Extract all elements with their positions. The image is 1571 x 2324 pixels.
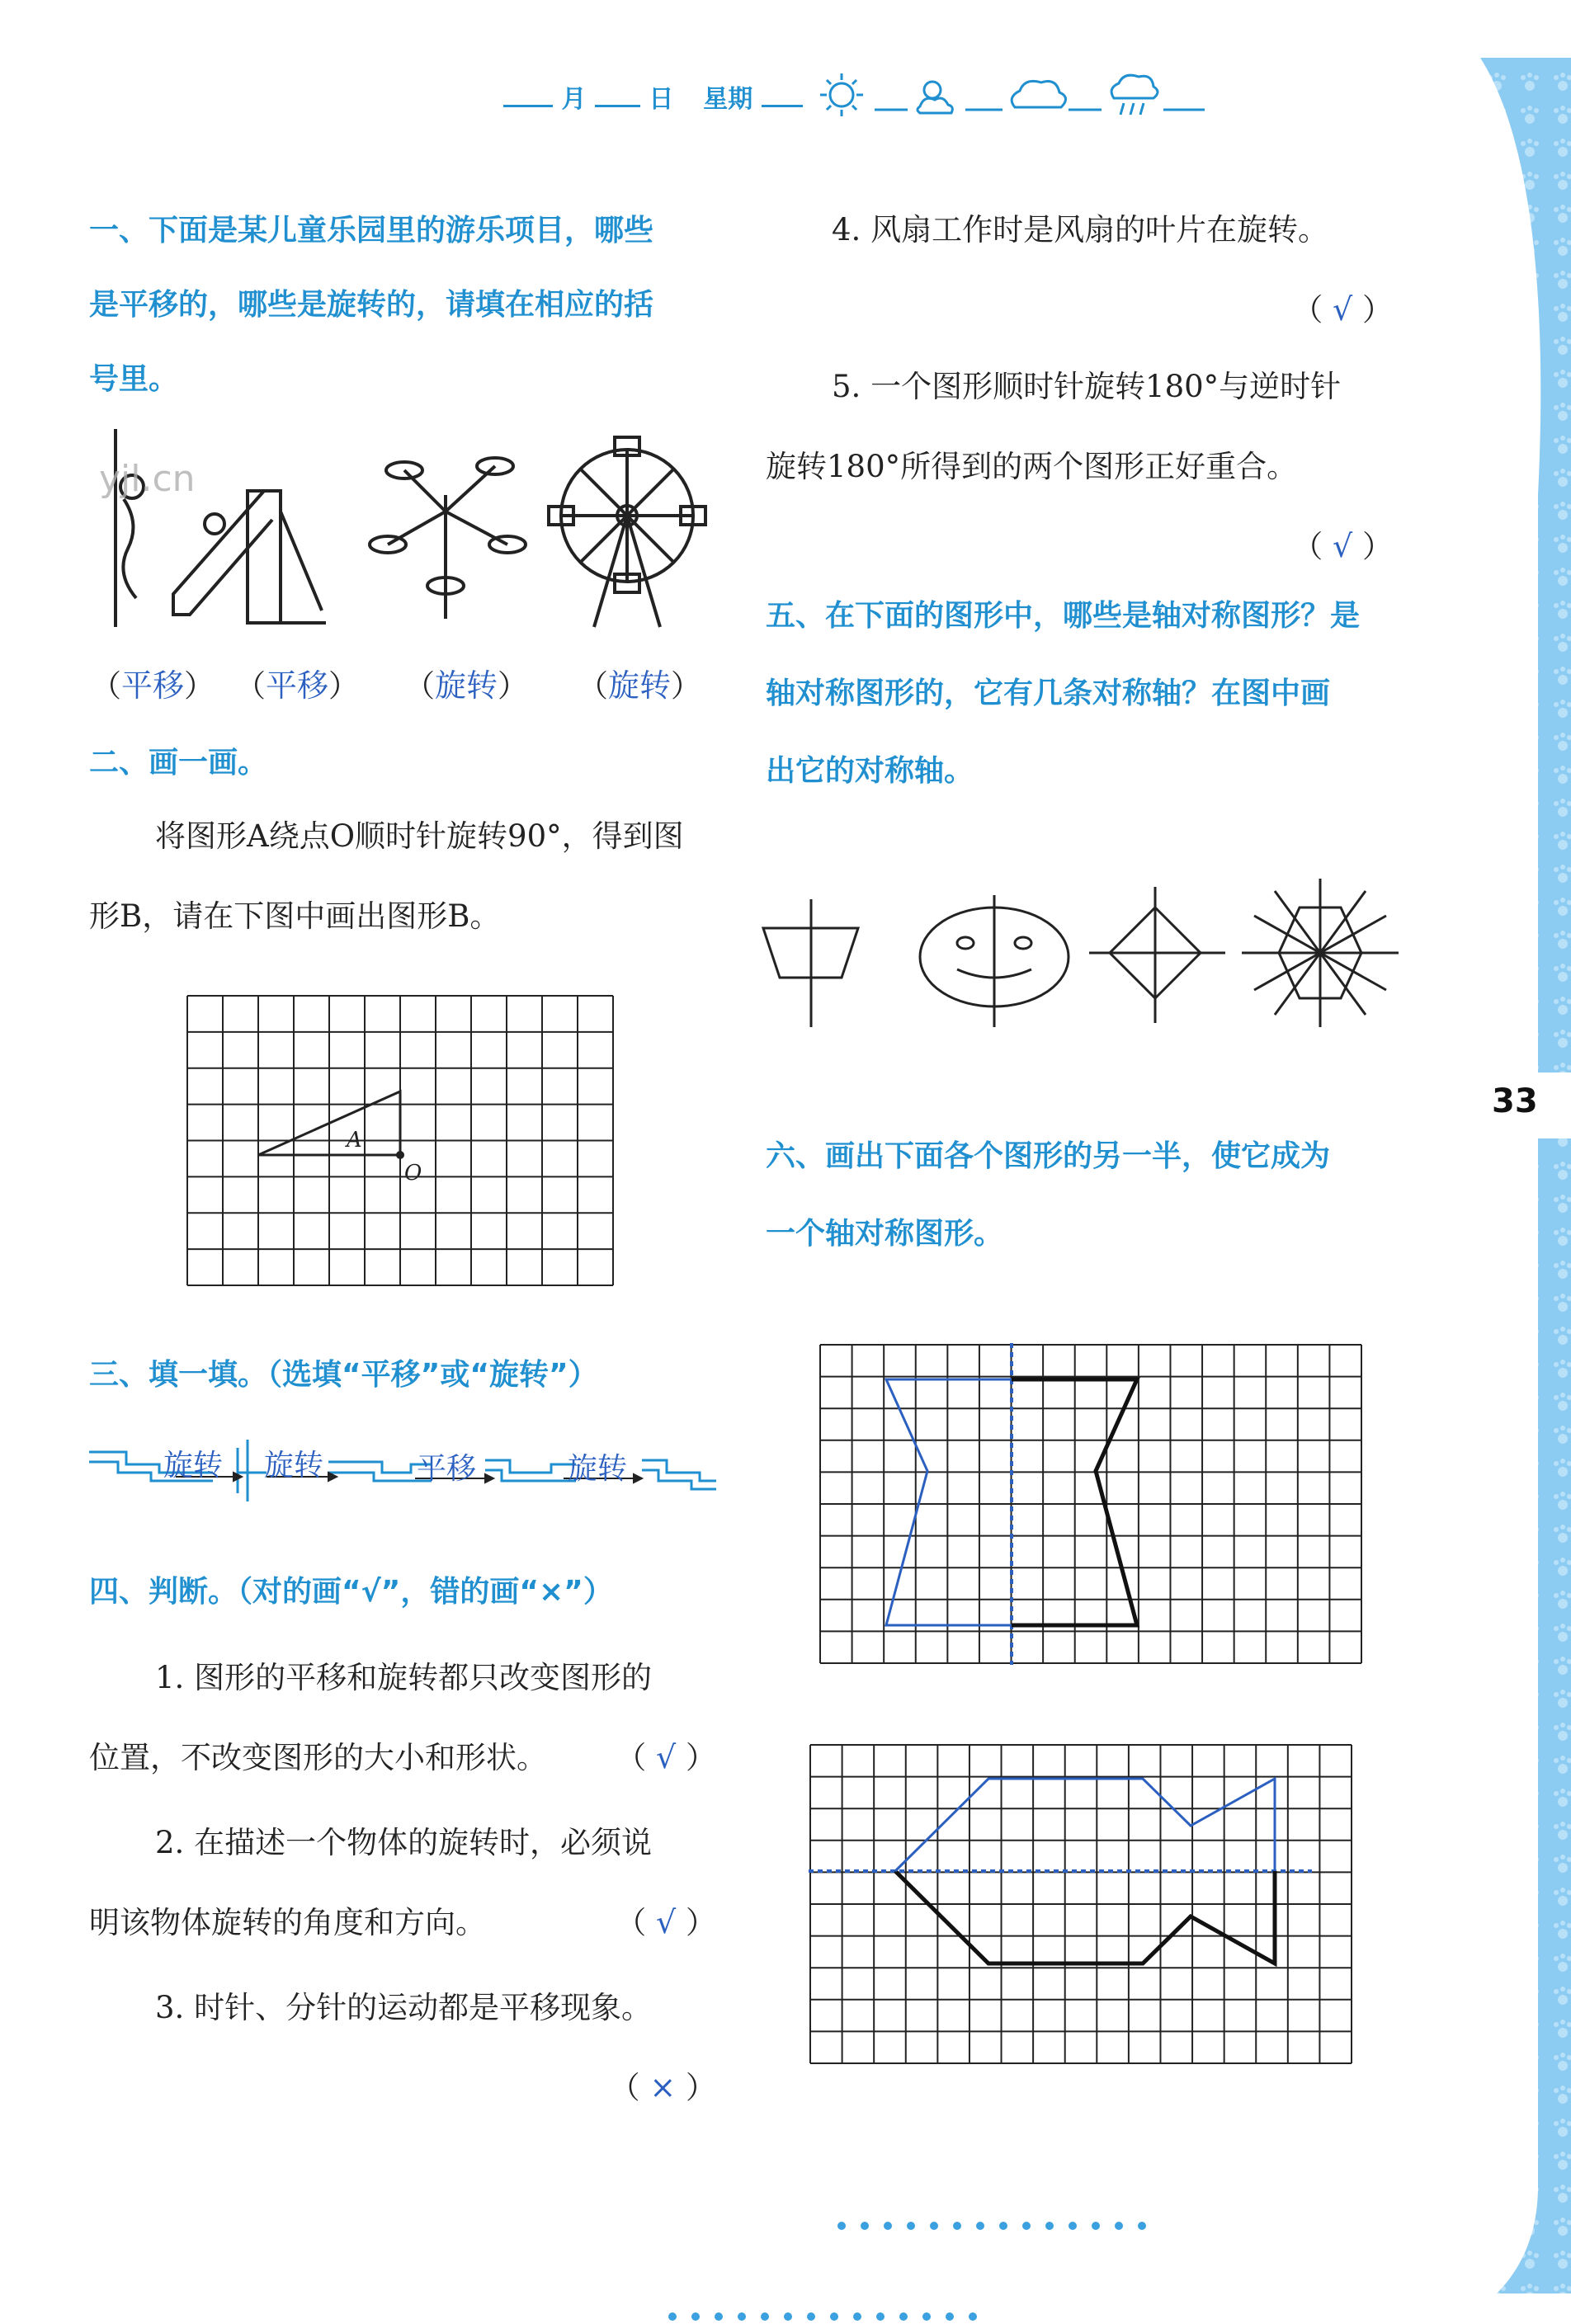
ride-answer-4: 旋转 bbox=[608, 667, 672, 704]
drawn-half-2 bbox=[895, 1779, 1275, 1871]
watermark: yjl.cn bbox=[99, 458, 196, 500]
smiley-face-shape bbox=[920, 895, 1069, 1027]
section1-answers: （平移） （平移） （旋转） （旋转） bbox=[91, 667, 702, 704]
judge-item-2-line2: 明该物体旋转的角度和方向。 bbox=[89, 1905, 486, 1940]
judge-item-2-line1: 2. 在描述一个物体的旋转时，必须说 bbox=[155, 1825, 653, 1860]
section1-title-line1: 一、下面是某儿童乐园里的游乐项目，哪些 bbox=[89, 214, 654, 247]
section5-title-line2: 轴对称图形的，它有几条对称轴？在图中画 bbox=[766, 676, 1331, 710]
section1-title bbox=[89, 194, 766, 417]
header-month: 月 bbox=[561, 85, 587, 114]
point-o bbox=[396, 1151, 404, 1159]
header bbox=[503, 78, 803, 115]
ride-answer-3: 旋转 bbox=[435, 667, 498, 704]
section1-title-line3: 号里。 bbox=[89, 362, 179, 396]
judge-item-1-line1: 1. 图形的平移和旋转都只改变图形的 bbox=[155, 1660, 653, 1695]
judge-item-2: 2. 在描述一个物体的旋转时，必须说 明该物体旋转的角度和方向。 （ √ ） bbox=[89, 1803, 716, 1963]
airplane-ride-icon bbox=[370, 458, 526, 619]
sun-icon bbox=[820, 73, 863, 116]
judge-item-5-line2: 旋转180°所得到的两个图形正好重合。 bbox=[766, 449, 1298, 484]
drawn-half-1 bbox=[886, 1379, 1012, 1625]
section2-text-line2: 形B，请在下图中画出图形B。 bbox=[89, 898, 501, 934]
cloudy-icon bbox=[1012, 81, 1065, 107]
label-o: O bbox=[404, 1161, 422, 1186]
section6-title bbox=[766, 1118, 1409, 1273]
ride-answer-2: 平移 bbox=[266, 667, 329, 704]
slide-icon bbox=[173, 491, 326, 623]
trapezoid-shape bbox=[763, 899, 858, 1027]
judge-answer-1: √ bbox=[656, 1739, 677, 1775]
section2-title: 二、画一画。 bbox=[89, 746, 268, 780]
section3-title: 三、填一填。（选填“平移”或“旋转”） bbox=[89, 1358, 598, 1392]
section5-title-line3: 出它的对称轴。 bbox=[766, 754, 974, 788]
section5-title bbox=[766, 577, 1409, 810]
judge-item-5-line1: 5. 一个图形顺时针旋转180°与逆时针 bbox=[832, 369, 1342, 404]
section6-title-line2: 一个轴对称图形。 bbox=[766, 1217, 1004, 1251]
strip-answer-4: 旋转 bbox=[568, 1452, 628, 1486]
fish-grid bbox=[809, 1743, 1353, 2065]
rain-icon bbox=[1111, 75, 1158, 115]
footer-dots-bottom bbox=[668, 2308, 992, 2324]
page-number: 33 bbox=[1492, 1082, 1538, 1120]
strip-answer-1: 旋转 bbox=[163, 1449, 224, 1483]
label-a: A bbox=[347, 1128, 362, 1153]
judge-answer-3: × bbox=[649, 2069, 677, 2105]
section2-text-line1: 将图形A绕点O顺时针旋转90°，得到图 bbox=[155, 818, 684, 854]
judge-answer-2: √ bbox=[656, 1904, 677, 1940]
rides-illustration bbox=[91, 421, 718, 635]
section4-title: 四、判断。（对的画“√”，错的画“×”） bbox=[89, 1575, 613, 1609]
section2-text bbox=[89, 796, 741, 956]
judge-item-1-line2: 位置，不改变图形的大小和形状。 bbox=[89, 1740, 547, 1775]
weather-icons bbox=[817, 70, 1246, 120]
header-weekday: 星期 bbox=[703, 85, 753, 114]
section5-title-line1: 五、在下面的图形中，哪些是轴对称图形？是 bbox=[766, 599, 1361, 633]
section6-title-line1: 六、画出下面各个图形的另一半，使它成为 bbox=[766, 1139, 1331, 1173]
judge-item-5: 5. 一个图形顺时针旋转180°与逆时针 旋转180°所得到的两个图形正好重合。 （ √ ） bbox=[766, 346, 1393, 581]
hourglass-grid bbox=[819, 1343, 1363, 1665]
given-half-2 bbox=[895, 1871, 1275, 1963]
decorative-sidebar bbox=[1447, 0, 1571, 2322]
judge-answer-5: √ bbox=[1333, 528, 1353, 564]
header-day: 日 bbox=[649, 85, 674, 114]
ferris-wheel-icon bbox=[549, 437, 705, 627]
judge-item-4-line1: 4. 风扇工作时是风扇的叶片在旋转。 bbox=[832, 212, 1329, 247]
judge-item-1: 1. 图形的平移和旋转都只改变图形的 位置，不改变图形的大小和形状。 （ √ ） bbox=[89, 1638, 716, 1798]
rotation-grid bbox=[186, 994, 615, 1287]
symmetry-shapes bbox=[747, 870, 1399, 1035]
hexagon-shape bbox=[1242, 879, 1399, 1027]
rhombus-shape bbox=[1089, 887, 1225, 1023]
footer-dots-top bbox=[837, 2218, 1161, 2233]
ride-answer-1: 平移 bbox=[121, 667, 185, 704]
strip-answer-3: 平移 bbox=[417, 1452, 477, 1486]
partly-cloudy-icon bbox=[918, 82, 952, 113]
judge-item-3-line1: 3. 时针、分针的运动都是平移现象。 bbox=[155, 1990, 653, 2025]
strip-answer-2: 旋转 bbox=[264, 1449, 324, 1483]
judge-item-3: 3. 时针、分针的运动都是平移现象。 （ × ） bbox=[89, 1968, 716, 2128]
judge-item-4: 4. 风扇工作时是风扇的叶片在旋转。 （ √ ） bbox=[766, 190, 1393, 344]
section1-title-line2: 是平移的，哪些是旋转的，请填在相应的括 bbox=[89, 288, 654, 322]
judge-answer-4: √ bbox=[1333, 291, 1353, 328]
